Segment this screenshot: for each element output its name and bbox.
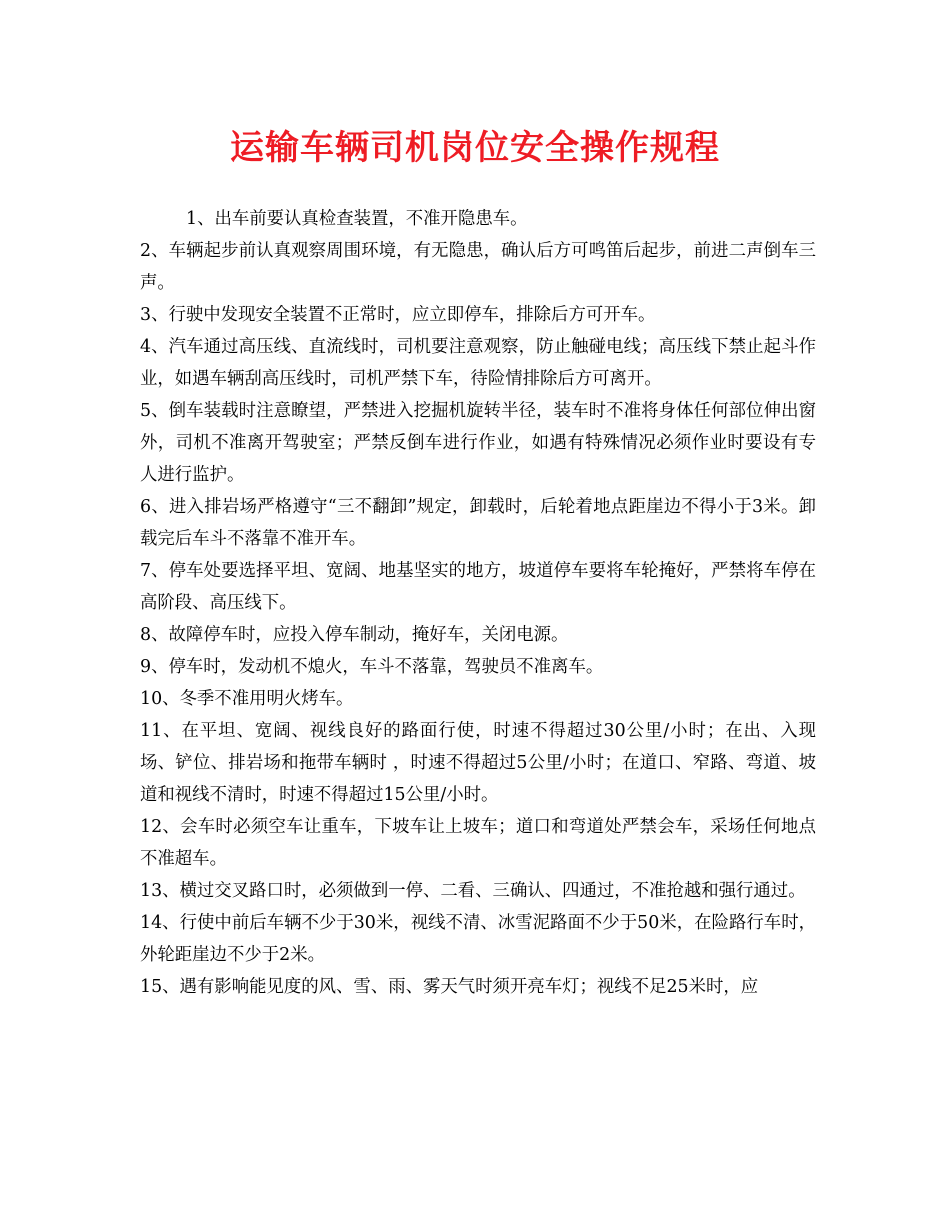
rule-paragraph-9: 9、停车时，发动机不熄火，车斗不落靠，驾驶员不准离车。 bbox=[140, 657, 604, 677]
rule-paragraph-4: 4、汽车通过高压线、直流线时，司机要注意观察，防止触碰电线；高压线下禁止起斗作业，如遇车辆刮高压线时，司机严禁下车，待险情排除后方可离开。 bbox=[140, 337, 816, 389]
rule-paragraph-2: 2、车辆起步前认真观察周围环境，有无隐患，确认后方可鸣笛后起步，前进二声倒车三声。 bbox=[140, 241, 816, 293]
rule-paragraph-11: 11、在平坦、宽阔、视线良好的路面行使，时速不得超过30公里/小时；在出、入现场、铲位、排岩场和拖带车辆时 ，时速不得超过5公里/小时；在道口、窄路、弯道、坡道和视线不清时，时速不得超过15公里/小时。 bbox=[140, 721, 816, 805]
document-body bbox=[140, 203, 816, 1003]
document-title: 运输车辆司机岗位安全操作规程 bbox=[230, 128, 720, 168]
rule-paragraph-7: 7、停车处要选择平坦、宽阔、地基坚实的地方，坡道停车要将车轮掩好，严禁将车停在高阶段、高压线下。 bbox=[140, 561, 816, 613]
rule-paragraph-8: 8、故障停车时，应投入停车制动，掩好车，关闭电源。 bbox=[140, 625, 569, 645]
rule-paragraph-1: 1、出车前要认真检查装置，不准开隐患车。 bbox=[186, 209, 528, 229]
rule-paragraph-12: 12、会车时必须空车让重车，下坡车让上坡车；道口和弯道处严禁会车，采场任何地点不准超车。 bbox=[140, 817, 816, 869]
rule-paragraph-3: 3、行驶中发现安全装置不正常时，应立即停车，排除后方可开车。 bbox=[140, 305, 656, 325]
rule-paragraph-13: 13、横过交叉路口时，必须做到一停、二看、三确认、四通过，不准抢越和强行通过。 bbox=[140, 881, 806, 901]
rule-paragraph-10: 10、冬季不准用明火烤车。 bbox=[140, 689, 354, 709]
rule-paragraph-14: 14、行使中前后车辆不少于30米，视线不清、冰雪泥路面不少于50米，在险路行车时，外轮距崖边不少于2米。 bbox=[140, 913, 816, 965]
rule-paragraph-5: 5、倒车装载时注意瞭望，严禁进入挖掘机旋转半径，装车时不准将身体任何部位伸出窗外，司机不准离开驾驶室；严禁反倒车进行作业，如遇有特殊情况必须作业时要设有专人进行监护。 bbox=[140, 401, 816, 485]
rule-paragraph-6: 6、进入排岩场严格遵守“三不翻卸”规定，卸载时，后轮着地点距崖边不得小于3米。卸载完后车斗不落靠不准开车。 bbox=[140, 497, 816, 549]
rule-paragraph-15: 15、遇有影响能见度的风、雪、雨、雾天气时须开亮车灯；视线不足25米时，应 bbox=[140, 977, 759, 997]
